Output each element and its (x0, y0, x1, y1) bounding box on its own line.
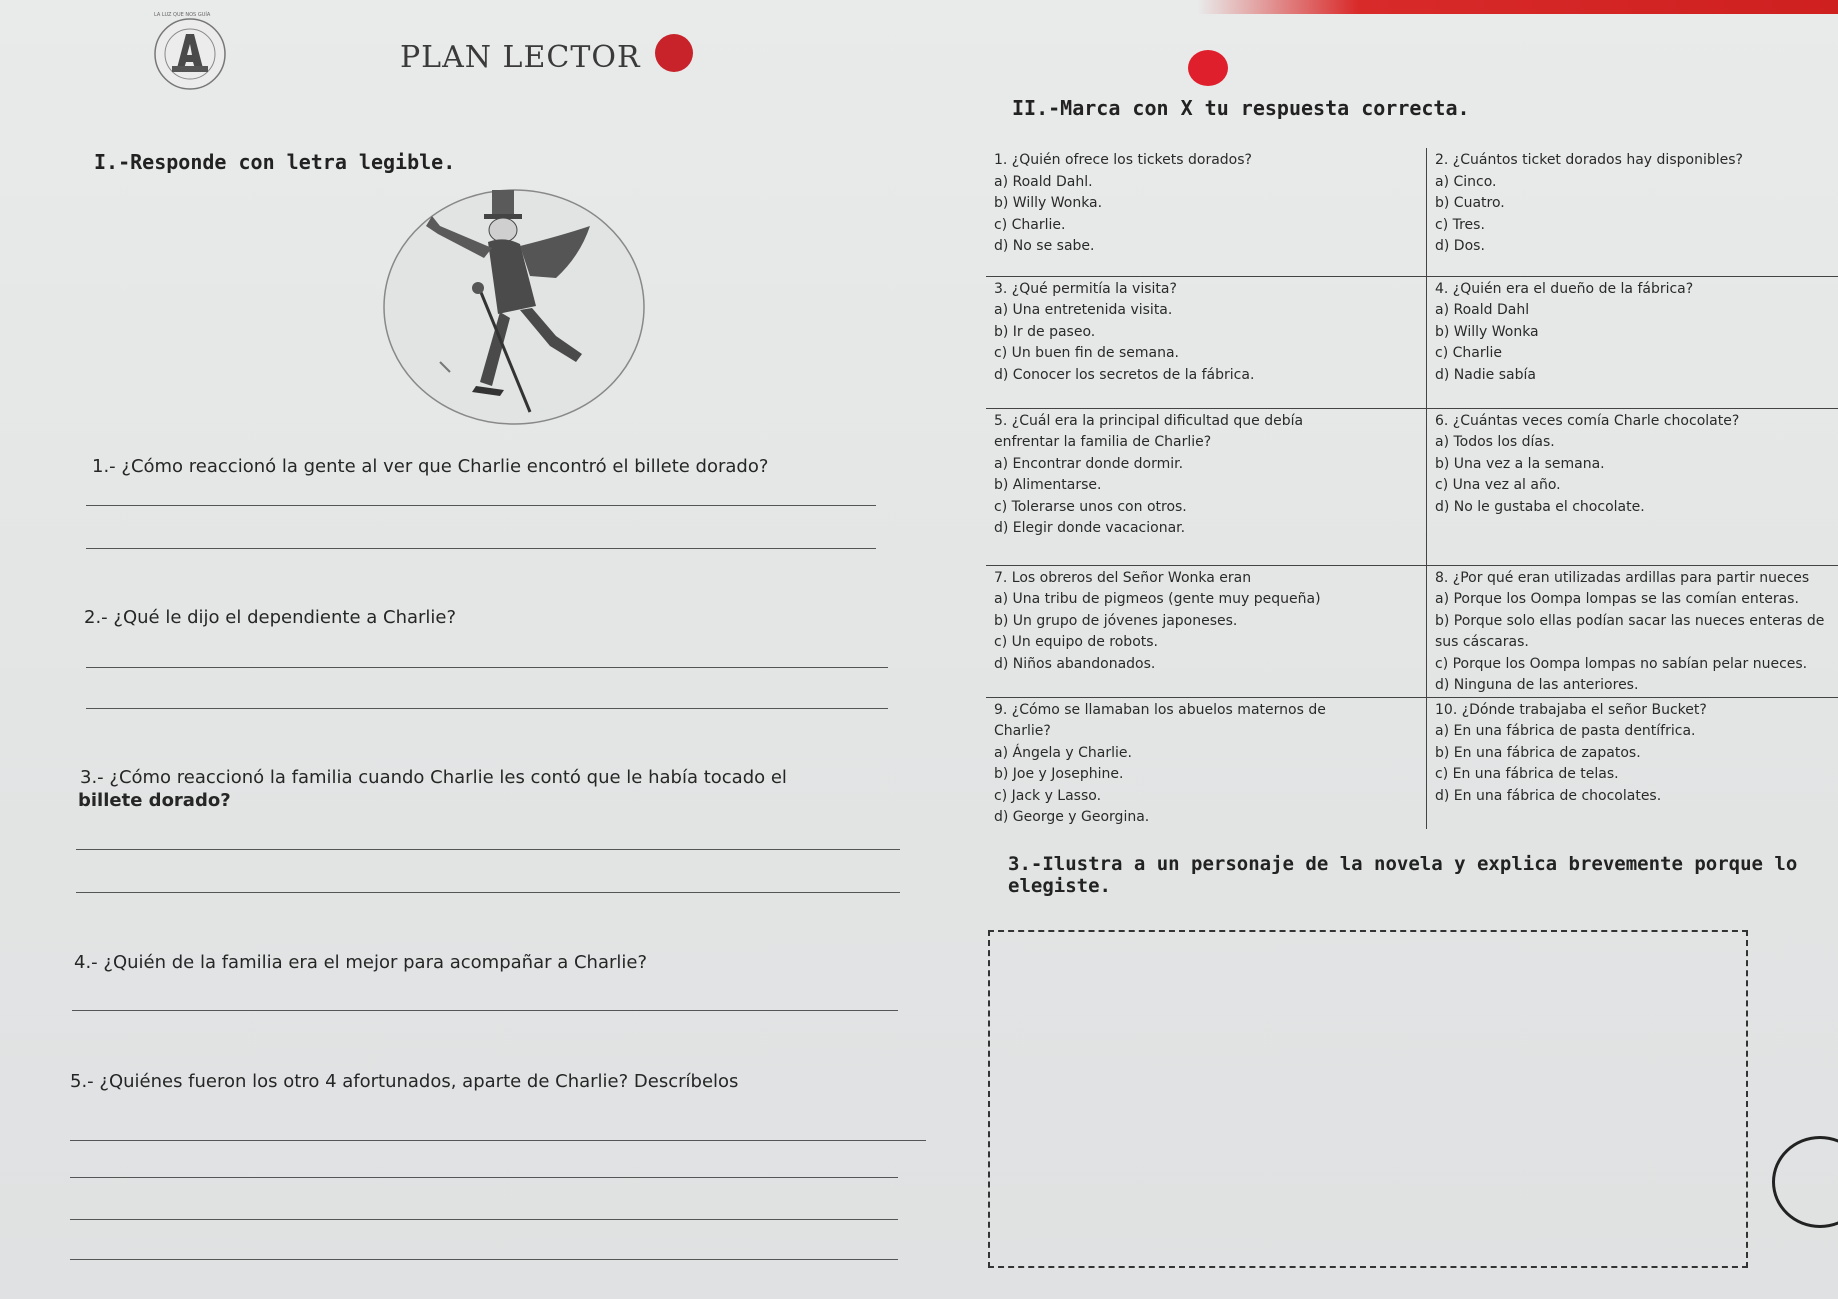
answer-option[interactable]: d) Ninguna de las anteriores. (1435, 677, 1639, 693)
question-2: 2.- ¿Qué le dijo el dependiente a Charlie? (84, 607, 457, 628)
quiz-row (986, 148, 1838, 276)
answer-option[interactable]: c) Charlie. (994, 216, 1066, 233)
logo-ring-text: LA LUZ QUE NOS GUÍA (154, 12, 211, 18)
quiz-question-2[interactable] (1427, 148, 1838, 276)
page-title: PLAN LECTOR (400, 40, 641, 75)
answer-option[interactable]: a) Roald Dahl (1435, 302, 1530, 318)
answer-option[interactable]: d) Dos. (1435, 238, 1485, 254)
answer-option[interactable]: b) En una fábrica de zapatos. (1435, 744, 1641, 761)
answer-line[interactable] (70, 1259, 898, 1260)
answer-option[interactable]: a) Roald Dahl. (994, 173, 1093, 190)
answer-option[interactable]: d) Nadie sabía (1435, 366, 1536, 383)
answer-option[interactable]: a) Encontrar donde dormir. (994, 455, 1184, 472)
answer-option[interactable]: c) En una fábrica de telas. (1435, 766, 1619, 782)
quiz-question-7[interactable] (986, 565, 1427, 697)
answer-option[interactable]: c) Jack y Lasso. (994, 787, 1102, 804)
question-text: 9. ¿Cómo se llamaban los abuelos maternos de (994, 701, 1326, 718)
quiz-row (986, 408, 1838, 565)
answer-line[interactable] (70, 1140, 926, 1141)
answer-option[interactable]: sus cáscaras. (1435, 634, 1529, 650)
answer-option[interactable]: a) Cinco. (1435, 173, 1497, 190)
answer-line[interactable] (86, 708, 888, 709)
quiz-question-6[interactable] (1427, 408, 1838, 565)
answer-option[interactable]: c) Tolerarse unos con otros. (994, 498, 1187, 515)
answer-option[interactable]: b) Porque solo ellas podían sacar las nueces enteras de (1435, 612, 1825, 629)
answer-option[interactable]: a) Ángela y Charlie. (994, 744, 1132, 761)
quiz-question-5[interactable] (986, 408, 1427, 565)
quiz-question-3[interactable] (986, 276, 1427, 408)
quiz-question-4[interactable] (1427, 276, 1838, 408)
question-5: 5.- ¿Quiénes fueron los otro 4 afortunados, aparte de Charlie? Descríbelos (70, 1071, 739, 1092)
answer-option[interactable]: b) Joe y Josephine. (994, 766, 1124, 782)
section-1-heading: I.-Responde con letra legible. (94, 150, 456, 174)
question-text: 5. ¿Cuál era la principal dificultad que debía (994, 412, 1304, 429)
question-text: enfrentar la familia de Charlie? (994, 434, 1212, 450)
question-3-continuation: billete dorado? (78, 790, 231, 811)
answer-option[interactable]: d) Elegir donde vacacionar. (994, 520, 1186, 536)
answer-line[interactable] (76, 892, 900, 893)
question-text: 3. ¿Qué permitía la visita? (994, 280, 1177, 297)
answer-line[interactable] (86, 667, 888, 668)
answer-line[interactable] (72, 1010, 898, 1011)
answer-option[interactable]: c) Un buen fin de semana. (994, 345, 1179, 361)
answer-option[interactable]: a) Una tribu de pigmeos (gente muy pequeña) (994, 591, 1321, 607)
answer-option[interactable]: b) Alimentarse. (994, 477, 1102, 493)
red-folder-edge (1198, 0, 1838, 14)
answer-option[interactable]: a) Porque los Oompa lompas se las comían enteras. (1435, 591, 1799, 607)
answer-option[interactable]: c) Tres. (1435, 216, 1485, 233)
answer-option[interactable]: d) Niños abandonados. (994, 655, 1156, 672)
answer-line[interactable] (76, 849, 900, 850)
quiz-row (986, 697, 1838, 829)
question-3: 3.- ¿Cómo reaccionó la familia cuando Charlie les contó que le había tocado el (80, 767, 787, 788)
quiz-question-1[interactable] (986, 148, 1427, 276)
willy-wonka-illustration-icon (380, 186, 648, 428)
answer-option[interactable]: d) No le gustaba el chocolate. (1435, 498, 1645, 515)
answer-option[interactable]: a) En una fábrica de pasta dentífrica. (1435, 723, 1696, 739)
question-4: 4.- ¿Quién de la familia era el mejor para acompañar a Charlie? (74, 952, 648, 973)
answer-line[interactable] (86, 505, 876, 506)
quiz-row (986, 565, 1838, 697)
red-sticker-mark (1188, 50, 1228, 86)
answer-option[interactable]: d) No se sabe. (994, 238, 1095, 254)
multiple-choice-table (986, 148, 1838, 829)
question-text: 1. ¿Quién ofrece los tickets dorados? (994, 152, 1252, 168)
question-text: 6. ¿Cuántas veces comía Charle chocolate? (1435, 412, 1740, 429)
question-text: 10. ¿Dónde trabajaba el señor Bucket? (1435, 701, 1707, 718)
question-text: Charlie? (994, 723, 1051, 739)
red-sticker-mark (655, 34, 693, 72)
answer-option[interactable]: d) En una fábrica de chocolates. (1435, 787, 1662, 804)
school-logo-icon (152, 12, 228, 92)
drawing-area[interactable] (988, 930, 1748, 1268)
section-2-heading: II.-Marca con X tu respuesta correcta. (1012, 96, 1470, 120)
section-3-heading: 3.-Ilustra a un personaje de la novela y explica brevemente porque lo elegiste. (1008, 853, 1798, 897)
answer-option[interactable]: a) Una entretenida visita. (994, 302, 1173, 318)
answer-option[interactable]: b) Un grupo de jóvenes japoneses. (994, 612, 1238, 629)
answer-option[interactable]: d) George y Georgina. (994, 809, 1150, 825)
quiz-question-9[interactable] (986, 697, 1427, 829)
question-text: 7. Los obreros del Señor Wonka eran (994, 569, 1252, 586)
answer-line[interactable] (86, 548, 876, 549)
answer-option[interactable]: c) Porque los Oompa lompas no sabían pelar nueces. (1435, 655, 1808, 672)
answer-option[interactable]: c) Una vez al año. (1435, 477, 1561, 493)
answer-option[interactable]: a) Todos los días. (1435, 434, 1555, 450)
answer-option[interactable]: c) Un equipo de robots. (994, 634, 1158, 650)
question-text: 4. ¿Quién era el dueño de la fábrica? (1435, 280, 1694, 297)
answer-option[interactable]: b) Willy Wonka. (994, 195, 1103, 211)
answer-option[interactable]: b) Willy Wonka (1435, 323, 1539, 340)
answer-option[interactable]: b) Ir de paseo. (994, 323, 1096, 340)
circle-mark-icon (1772, 1136, 1838, 1228)
answer-option[interactable]: b) Una vez a la semana. (1435, 455, 1605, 472)
question-text: 2. ¿Cuántos ticket dorados hay disponibles? (1435, 152, 1743, 168)
quiz-question-10[interactable] (1427, 697, 1838, 829)
answer-option[interactable]: d) Conocer los secretos de la fábrica. (994, 366, 1255, 383)
answer-line[interactable] (70, 1177, 898, 1178)
answer-option[interactable]: b) Cuatro. (1435, 195, 1505, 211)
quiz-question-8[interactable] (1427, 565, 1838, 697)
quiz-row (986, 276, 1838, 408)
question-text: 8. ¿Por qué eran utilizadas ardillas para partir nueces (1435, 569, 1810, 586)
answer-option[interactable]: c) Charlie (1435, 345, 1502, 361)
question-1: 1.- ¿Cómo reaccionó la gente al ver que Charlie encontró el billete dorado? (92, 456, 769, 477)
answer-line[interactable] (70, 1219, 898, 1220)
